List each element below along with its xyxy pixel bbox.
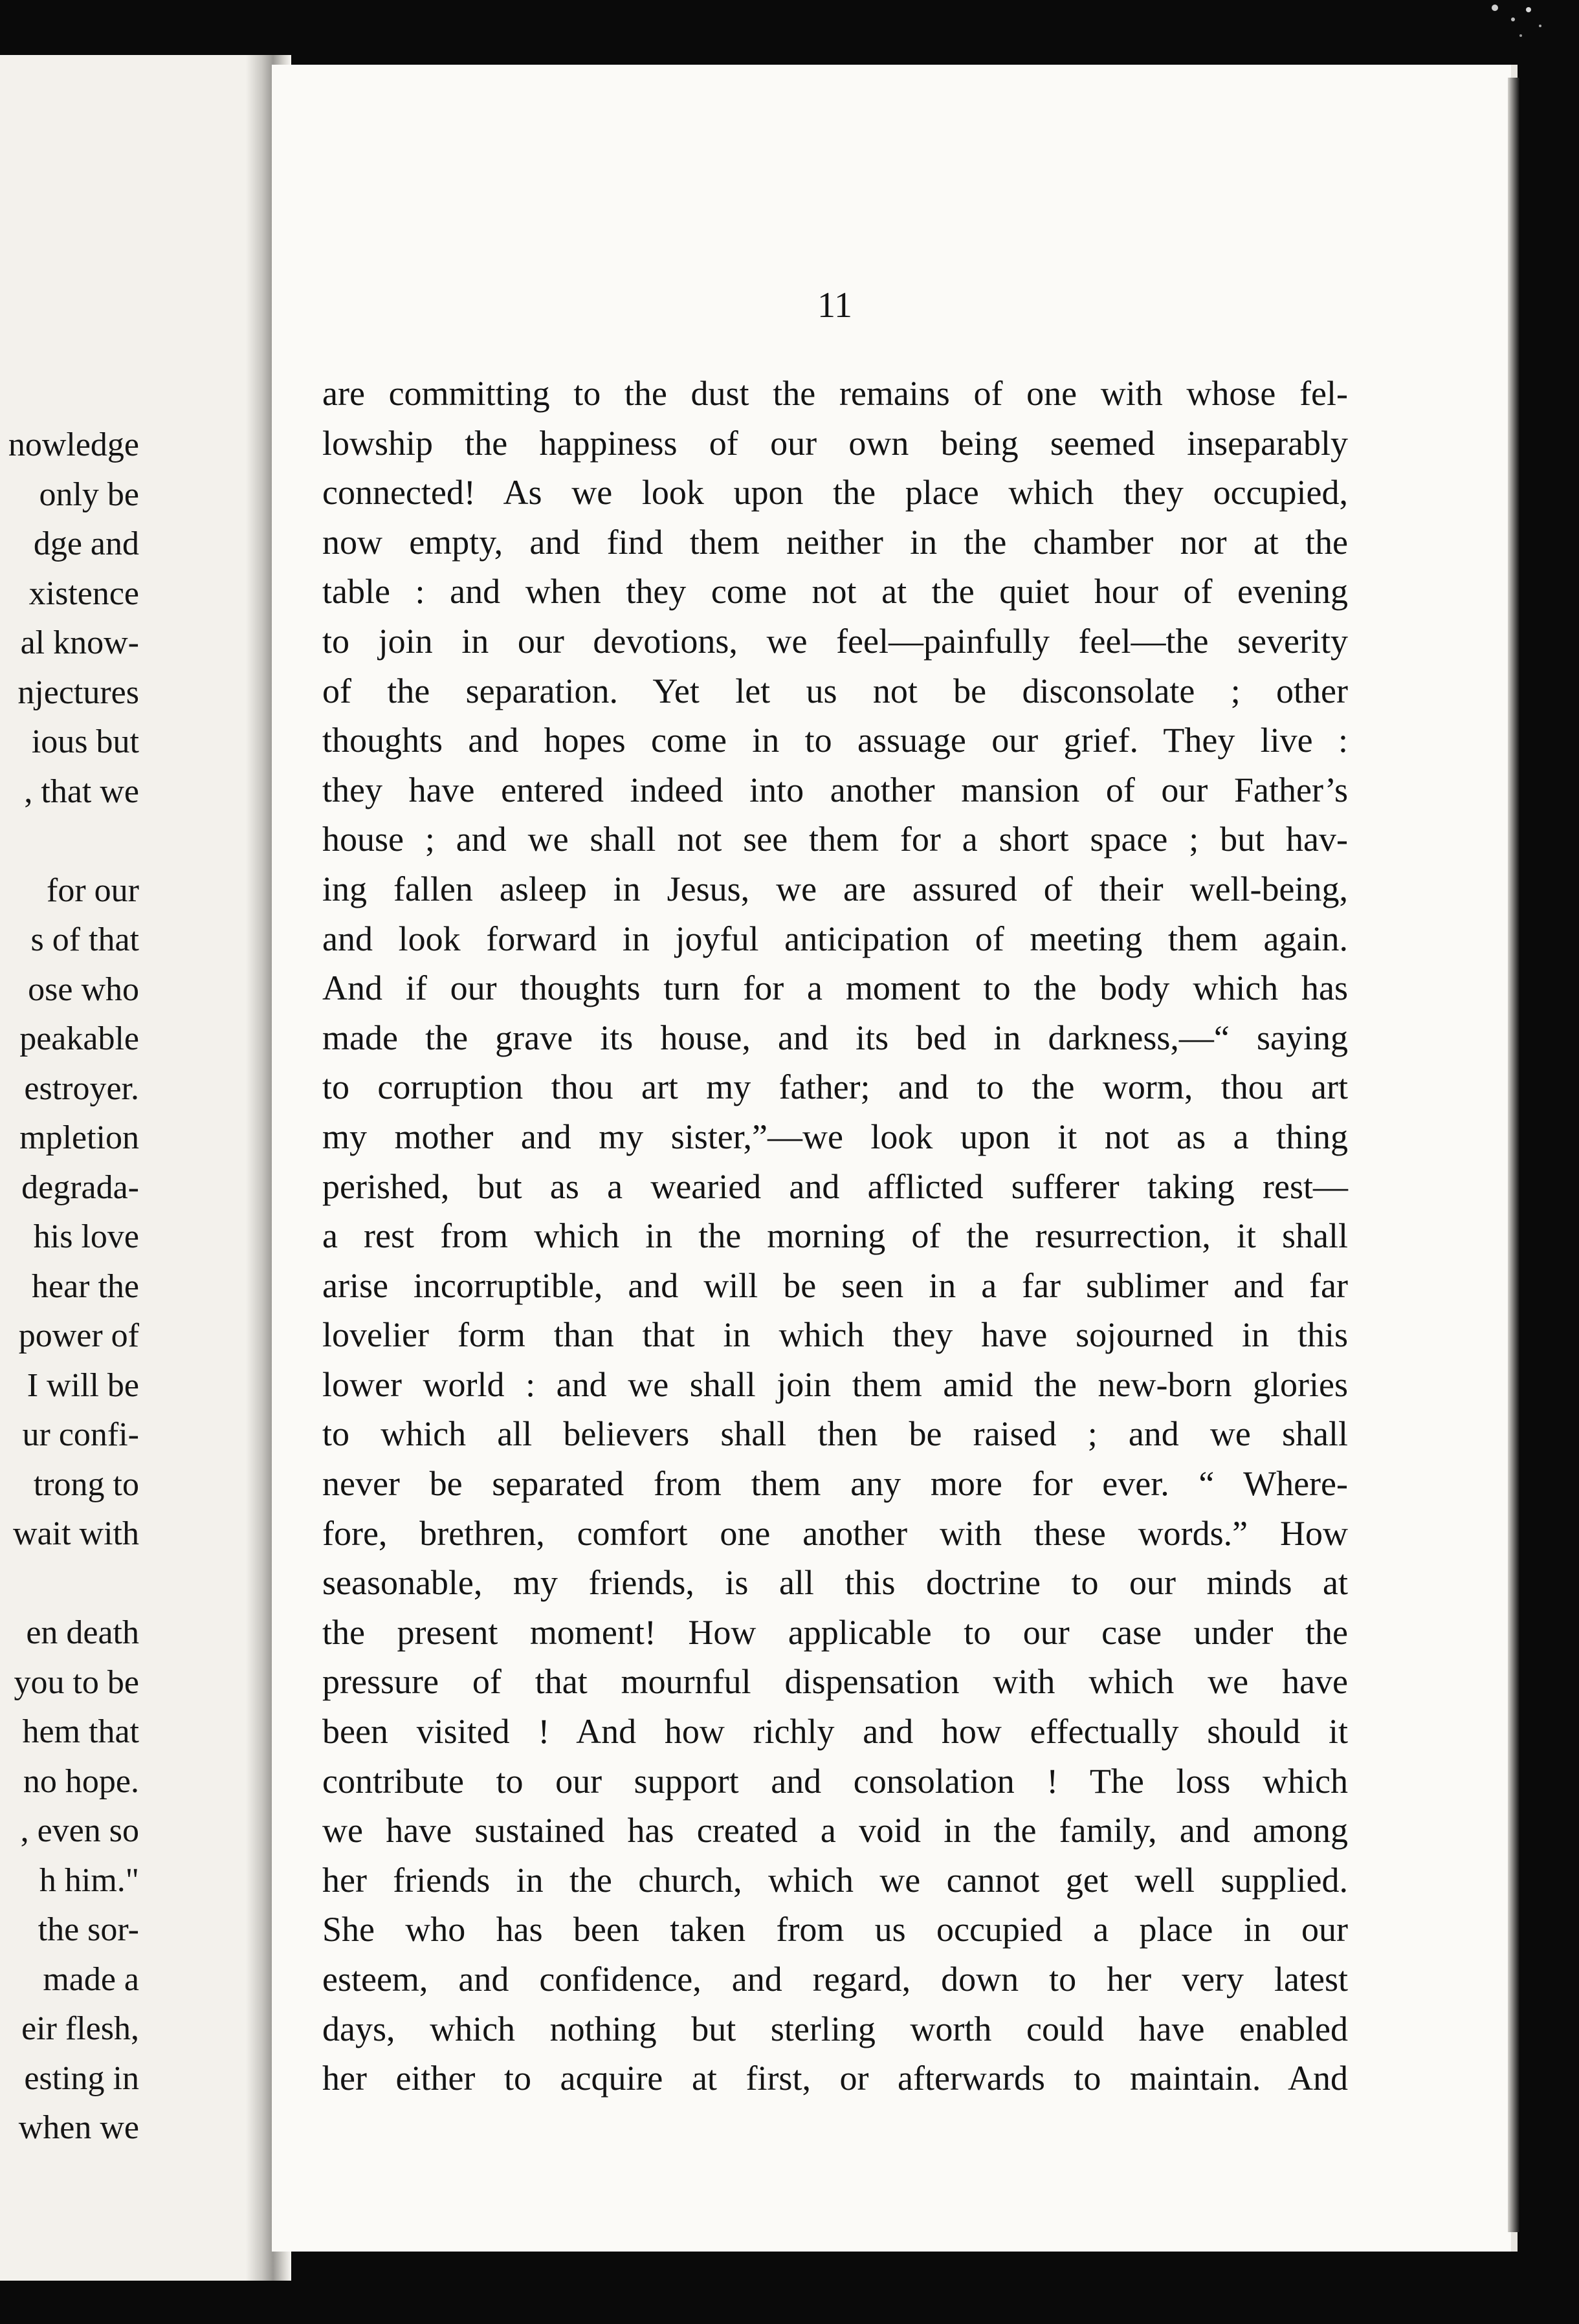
body-line: connected! As we look upon the place which they occupied, [322,473,1348,512]
left-page-line: esting in [24,2059,139,2097]
body-text [322,369,1348,2103]
left-page-line: , even so [20,1812,139,1849]
left-page-line [0,817,139,866]
body-line: are committing to the dust the remains of one with whose fel- [322,374,1348,413]
body-line: been visited ! And how richly and how effectually should it [322,1712,1348,1751]
left-page-line: ious but [31,723,139,760]
left-page-line: njectures [17,674,139,711]
body-line: arise incorruptible, and will be seen in a far sublimer and far [322,1266,1348,1305]
left-page-line: al know- [20,624,139,661]
body-line: house ; and we shall not see them for a short space ; but hav- [322,820,1348,859]
body-line: to which all believers shall then be raised ; and we shall [322,1414,1348,1454]
left-page-line: you to be [14,1663,139,1701]
left-page-line: hear the [31,1267,139,1305]
body-line: perished, but as a wearied and afflicted sufferer taking rest— [322,1167,1348,1206]
body-line: lovelier form than that in which they have sojourned in this [322,1315,1348,1355]
left-page-line: hem that [22,1713,139,1750]
left-page [0,55,278,2281]
left-page-line: made a [43,1960,139,1998]
left-page-line: mpletion [19,1119,139,1156]
body-line: a rest from which in the morning of the resurrection, it shall [322,1216,1348,1256]
page-edge [1508,78,1519,2232]
scan-specks [1482,0,1560,58]
body-line: her either to acquire at first, or afterwards to maintain. And [322,2059,1348,2098]
left-page-line [0,1559,139,1609]
body-line: fore, brethren, comfort one another with these words.” How [322,1513,1348,1553]
page-number: 11 [817,285,852,325]
left-page-line: power of [18,1317,139,1354]
body-line: esteem, and confidence, and regard, down to her very latest [322,1960,1348,1999]
left-page-line: estroyer. [24,1069,139,1107]
left-page-line: peakable [19,1020,139,1057]
left-page-line: the sor- [38,1911,139,1948]
body-line: lower world : and we shall join them amid the new-born glories [322,1365,1348,1404]
left-page-line: en death [26,1614,139,1651]
body-line: we have sustained has created a void in the family, and among [322,1811,1348,1850]
body-line: my mother and my sister,”—we look upon it not as a thing [322,1117,1348,1156]
body-line: And if our thoughts turn for a moment to the body which has [322,969,1348,1008]
left-page-line: degrada- [21,1168,139,1206]
left-page-line: h him." [39,1861,139,1899]
body-line: thoughts and hopes come in to assuage our grief. They live : [322,721,1348,760]
left-page-line: s of that [30,921,139,958]
left-page-line: when we [18,2109,139,2146]
body-line: days, which nothing but sterling worth could have enabled [322,2009,1348,2048]
left-page-line: no hope. [23,1762,139,1800]
body-line: and look forward in joyful anticipation of meeting them again. [322,919,1348,958]
body-line: never be separated from them any more for ever. “ Where- [322,1464,1348,1504]
body-line: now empty, and find them neither in the chamber nor at the [322,522,1348,562]
body-line: lowship the happiness of our own being seemed inseparably [322,423,1348,463]
left-page-line: dge and [33,525,139,562]
left-page-line: wait with [13,1515,139,1552]
body-line: of the separation. Yet let us not be disconsolate ; other [322,671,1348,710]
body-line: made the grave its house, and its bed in darkness,—“ saying [322,1018,1348,1057]
body-line: to join in our devotions, we feel—painfully feel—the severity [322,621,1348,661]
left-page-line: nowledge [8,426,139,463]
left-page-text [0,421,139,2153]
body-line: seasonable, my friends, is all this doctrine to our minds at [322,1563,1348,1603]
body-line: pressure of that mournful dispensation with which we have [322,1662,1348,1702]
left-page-line: ur confi- [22,1416,139,1453]
body-line: they have entered indeed into another mansion of our Father’s [322,770,1348,809]
left-page-line: eir flesh, [21,2010,139,2047]
left-page-line: trong to [33,1465,139,1503]
body-line: She who has been taken from us occupied a place in our [322,1910,1348,1949]
left-page-line: I will be [27,1366,139,1404]
body-line: table : and when they come not at the quiet hour of evening [322,572,1348,611]
left-page-line: his love [33,1218,139,1255]
left-page-line: xistence [28,575,139,612]
left-page-line: ose who [28,970,139,1008]
left-page-line: , that we [24,773,139,810]
body-line: ing fallen asleep in Jesus, we are assured of their well-being, [322,869,1348,908]
body-line: contribute to our support and consolation ! The loss which [322,1761,1348,1801]
body-line: to corruption thou art my father; and to the worm, thou art [322,1068,1348,1107]
left-page-line: for our [47,872,139,909]
body-line: her friends in the church, which we cannot get well supplied. [322,1860,1348,1900]
body-line: the present moment! How applicable to our case under the [322,1612,1348,1652]
left-page-line: only be [39,476,139,513]
